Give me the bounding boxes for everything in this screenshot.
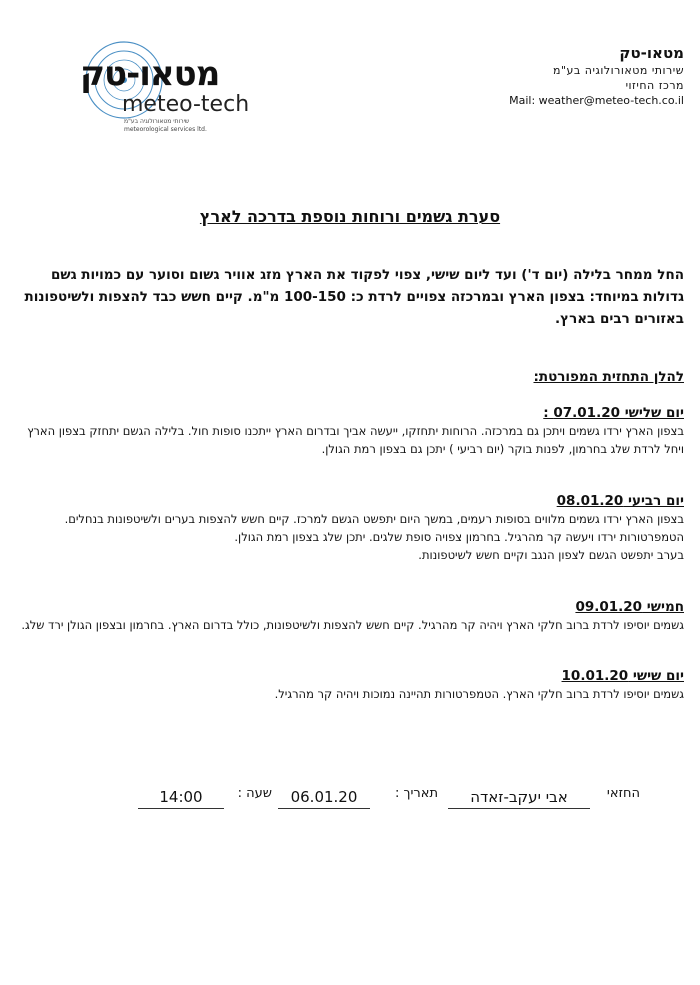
day-forecast-friday	[16, 667, 684, 703]
day-forecast-wednesday	[16, 492, 684, 564]
day-text: גשמים יוסיפו לרדת ברוב חלקי הארץ ויהיה קר מהרגיל. קיים חשש להצפות ולשיטפונות, כולל בדרום הארץ. בחרמון ובצפון הגולן ירד שלג.	[21, 618, 684, 632]
company-logo	[72, 40, 272, 140]
company-mail: Mail: weather@meteo-tech.co.il	[509, 94, 684, 107]
date-label: תאריך :	[395, 786, 438, 801]
day-heading: יום רביעי 08.01.20	[556, 493, 684, 509]
intro-paragraph: החל ממחר בלילה (יום ד') ועד ליום שישי, צפוי לפקוד את הארץ מזג אוויר גשום וסוער עם כמויות גשם גדולות במיוחד: בצפון הארץ ובמרכזה צפויים לרדת כ: 100-150 מ"מ. קיים חשש כבד להצפות ולשיטפונות באזורים רבים בארץ.	[24, 267, 684, 327]
company-line-2: מרכז החיזוי	[625, 79, 684, 92]
company-line-1: שירותי מטאורולוגיה בע"מ	[552, 64, 684, 77]
day-text: בצפון הארץ ירדו גשמים ויתכן גם במרכזה. הרוחות יתחזקו, ייעשה אביך ובדרום הארץ ייתכנו סופות חול. בלילה הגשם יתחזק בצפון הארץ ויחל לרדת שלג בחרמון, לפנות בוקר (יום רביעי ) יתכן גם בצפון רמת הגולן.	[27, 424, 684, 456]
day-forecast-thursday	[16, 598, 684, 634]
logo-sub-hebrew: שירותי מטאורולוגיה בע"מ	[124, 118, 190, 125]
logo-sub-english: meteorological services ltd.	[124, 126, 207, 133]
day-heading: חמישי 09.01.20	[575, 599, 684, 615]
day-forecast-tuesday	[16, 404, 684, 458]
day-text: גשמים יוסיפו לרדת ברוב חלקי הארץ. הטמפרטורות תהיינה נמוכות ויהיה קר מהרגיל.	[274, 687, 684, 701]
day-heading: יום שישי 10.01.20	[561, 668, 684, 684]
logo-hebrew: מטאו-טק	[80, 54, 220, 94]
time-label: שעה :	[237, 786, 272, 801]
company-name: מטאו-טק	[619, 44, 684, 62]
logo-english: meteo-tech	[122, 92, 250, 117]
forecaster-label: החזאי	[606, 786, 640, 801]
date-value: 06.01.20	[278, 788, 370, 809]
forecaster-name: אבי יעקב-זאדה	[448, 788, 590, 809]
day-text-2: בערב יתפשט הגשם לצפון הנגב וקיים חשש לשיטפונות.	[418, 548, 684, 562]
page-title: סערת גשמים ורוחות נוספת בדרכה לארץ	[199, 207, 501, 226]
detailed-forecast-heading: להלן התחזית המפורטת:	[533, 369, 684, 385]
day-heading: יום שלישי 07.01.20 :	[543, 405, 684, 421]
company-info	[434, 44, 684, 107]
day-text: בצפון הארץ ירדו גשמים מלווים בסופות רעמים, במשך היום יתפשט הגשם למרכז. קיים חשש להצפות בערים ולשיטפונות בנחלים. הטמפרטורות ירדו ויעשה קר מהרגיל. בחרמון צפויה סופת שלגים. יתכן שלג בצפון רמת הגולן.	[64, 512, 684, 544]
time-value: 14:00	[138, 788, 224, 809]
